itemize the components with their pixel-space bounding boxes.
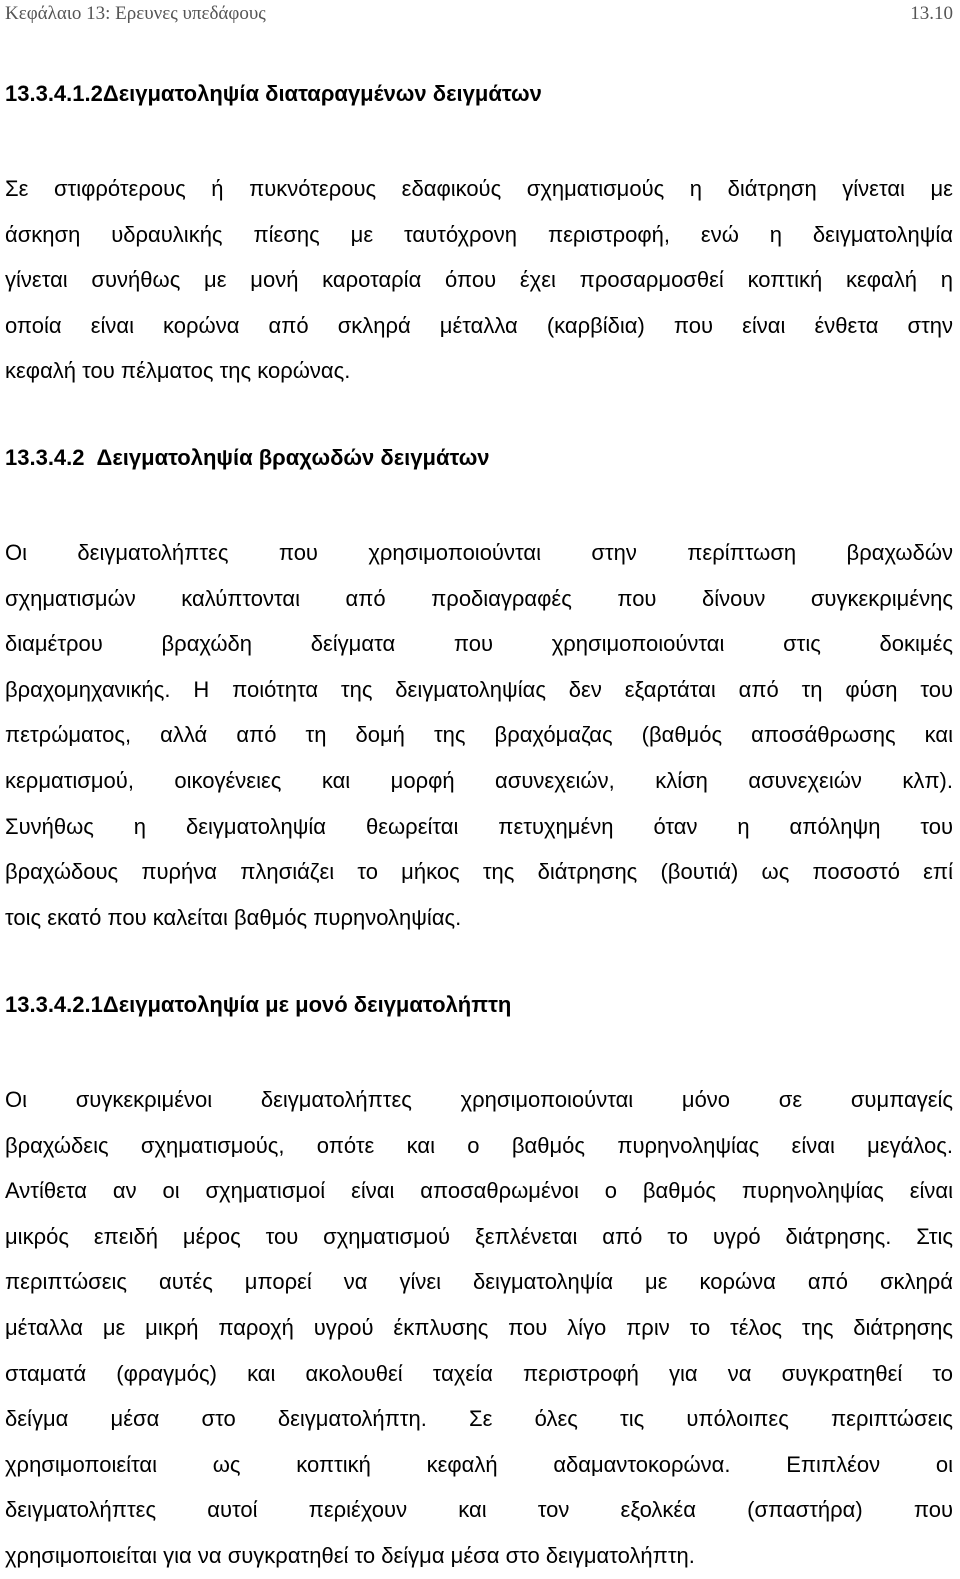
text-line: Συνήθως η δειγματοληψία θεωρείται πετυχημένη όταν η απόληψη του: [5, 813, 953, 839]
text-line: σχηματισμών καλύπτονται από προδιαγραφές που δίνουν συγκεκριμένης: [5, 585, 953, 611]
text-line: μικρός επειδή μέρος του σχηματισμού ξεπλένεται από το υγρό διάτρησης. Στις: [5, 1223, 953, 1249]
section-heading: [5, 79, 542, 109]
text-line: κερματισμού, οικογένειες και μορφή ασυνεχειών, κλίση ασυνεχειών κλπ).: [5, 767, 953, 793]
text-line: σταματά (φραγμός) και ακολουθεί ταχεία περιστροφή για να συγκρατηθεί το: [5, 1360, 953, 1386]
text-line: βραχώδους πυρήνα πλησιάζει το μήκος της διάτρησης (βουτιά) ως ποσοστό επί: [5, 859, 953, 885]
text-line: μέταλλα με μικρή παροχή υγρού έκπλυσης που λίγο πριν το τέλος της διάτρησης: [5, 1314, 953, 1340]
text-line: γίνεται συνήθως με μονή καροταρία όπου έχει προσαρμοσθεί κοπτική κεφαλή η: [5, 267, 953, 293]
section-heading: [5, 990, 511, 1020]
text-line: κεφαλή του πέλματος της κορώνας.: [5, 358, 351, 384]
text-line: περιπτώσεις αυτές μπορεί να γίνει δειγματοληψία με κορώνα από σκληρά: [5, 1269, 953, 1295]
section-number: 13.3.4.1.2: [5, 81, 103, 106]
text-line: τοις εκατό που καλείται βαθμός πυρηνοληψίας.: [5, 904, 462, 930]
text-line: Σε στιφρότερους ή πυκνότερους εδαφικούς σχηματισμούς η διάτρηση γίνεται με: [5, 176, 953, 201]
text-line: Αντίθετα αν οι σχηματισμοί είναι αποσαθρωμένοι ο βαθμός πυρηνοληψίας είναι: [5, 1178, 953, 1204]
text-line: δείγμα μέσα στο δειγματολήπτη. Σε όλες τις υπόλοιπες περιπτώσεις: [5, 1406, 953, 1432]
text-line: δειγματολήπτες αυτοί περιέχουν και τον εξολκέα (σπαστήρα) που: [5, 1497, 953, 1523]
text-line: Οι συγκεκριμένοι δειγματολήπτες χρησιμοποιούνται μόνο σε συμπαγείς: [5, 1087, 953, 1112]
section-title: Δειγματοληψία διαταραγμένων δειγμάτων: [102, 81, 542, 106]
text-line: βραχώδεις σχηματισμούς, οπότε και ο βαθμός πυρηνοληψίας είναι μεγάλος.: [5, 1132, 953, 1158]
chapter-title: Κεφάλαιο 13: Ερευνες υπεδάφους: [5, 3, 266, 24]
paragraph: [5, 530, 953, 940]
paragraph: [5, 166, 953, 394]
page-number: 13.10: [910, 3, 953, 24]
page-header: [5, 0, 953, 28]
text-line: πετρώματος, αλλά από τη δομή της βραχόμαζας (βαθμός αποσάθρωσης και: [5, 722, 953, 748]
paragraph: [5, 1077, 953, 1579]
text-line: Οι δειγματολήπτες που χρησιμοποιούνται στην περίπτωση βραχωδών: [5, 540, 953, 565]
text-line: χρησιμοποιείται για να συγκρατηθεί το δείγμα μέσα στο δειγματολήπτη.: [5, 1542, 695, 1568]
text-line: χρησιμοποιείται ως κοπτική κεφαλή αδαμαντοκορώνα. Επιπλέον οι: [5, 1451, 953, 1477]
section-number: 13.3.4.2.1: [5, 992, 103, 1017]
section-number: 13.3.4.2: [5, 445, 85, 470]
text-line: άσκηση υδραυλικής πίεσης με ταυτόχρονη περιστροφή, ενώ η δειγματοληψία: [5, 221, 953, 247]
section-title: Δειγματοληψία βραχωδών δειγμάτων: [96, 445, 490, 470]
text-line: βραχομηχανικής. Η ποιότητα της δειγματοληψίας δεν εξαρτάται από τη φύση του: [5, 676, 953, 702]
section-heading: [5, 443, 490, 473]
text-line: οποία είναι κορώνα από σκληρά μέταλλα (καρβίδια) που είναι ένθετα στην: [5, 312, 953, 338]
section-title: Δειγματοληψία με μονό δειγματολήπτη: [102, 992, 512, 1017]
text-line: διαμέτρου βραχώδη δείγματα που χρησιμοποιούνται στις δοκιμές: [5, 631, 953, 657]
